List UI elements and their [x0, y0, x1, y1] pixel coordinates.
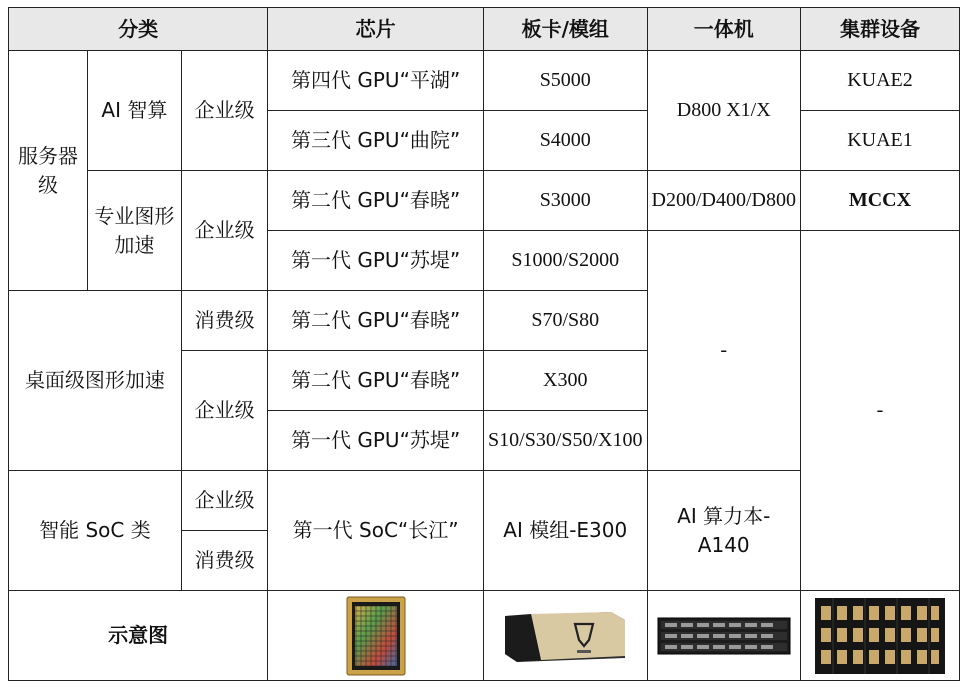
board-cell: S3000 [484, 171, 647, 231]
cluster-cell: KUAE1 [800, 111, 959, 171]
chip-cell: 第二代 GPU“春晓” [268, 291, 484, 351]
product-table-wrapper [8, 7, 960, 681]
cluster-cell-dash: - [800, 231, 959, 591]
header-chip: 芯片 [268, 8, 484, 51]
board-cell: S5000 [484, 51, 647, 111]
header-category: 分类 [9, 8, 268, 51]
allinone-cell-dash: - [647, 231, 800, 471]
tier-consumer: 消费级 [181, 531, 267, 591]
tier-enterprise: 企业级 [181, 351, 267, 471]
gpu-card-icon [484, 591, 647, 681]
row-label-schematic: 示意图 [9, 591, 268, 681]
row-label-pro-graphics: 专业图形加速 [87, 171, 181, 291]
chip-cell: 第二代 GPU“春晓” [268, 351, 484, 411]
table-row [9, 51, 960, 111]
table-row [9, 171, 960, 231]
board-cell: X300 [484, 351, 647, 411]
chip-cell: 第二代 GPU“春晓” [268, 171, 484, 231]
board-cell: AI 模组-E300 [484, 471, 647, 591]
board-cell: S70/S80 [484, 291, 647, 351]
tier-enterprise: 企业级 [181, 171, 267, 291]
rack-server-icon [647, 591, 800, 681]
row-label-soc: 智能 SoC 类 [9, 471, 182, 591]
board-cell: S1000/S2000 [484, 231, 647, 291]
tier-enterprise: 企业级 [181, 51, 267, 171]
product-matrix-table [8, 7, 960, 681]
header-board: 板卡/模组 [484, 8, 647, 51]
tier-enterprise: 企业级 [181, 471, 267, 531]
board-cell: S10/S30/S50/X100 [484, 411, 647, 471]
allinone-cell: D800 X1/X [647, 51, 800, 171]
header-allinone: 一体机 [647, 8, 800, 51]
tier-consumer: 消费级 [181, 291, 267, 351]
chip-cell: 第四代 GPU“平湖” [268, 51, 484, 111]
cluster-cell: MCCX [800, 171, 959, 231]
header-row [9, 8, 960, 51]
chip-cell: 第一代 SoC“长江” [268, 471, 484, 591]
gpu-chip-icon [268, 591, 484, 681]
allinone-cell: AI 算力本-A140 [647, 471, 800, 591]
row-label-server-level: 服务器级 [9, 51, 88, 291]
board-cell: S4000 [484, 111, 647, 171]
server-cluster-icon [800, 591, 959, 681]
cluster-cell: KUAE2 [800, 51, 959, 111]
header-cluster: 集群设备 [800, 8, 959, 51]
chip-cell: 第三代 GPU“曲院” [268, 111, 484, 171]
chip-cell: 第一代 GPU“苏堤” [268, 411, 484, 471]
row-label-ai-compute: AI 智算 [87, 51, 181, 171]
chip-cell: 第一代 GPU“苏堤” [268, 231, 484, 291]
allinone-cell: D200/D400/D800 [647, 171, 800, 231]
schematic-row [9, 591, 960, 681]
row-label-desktop: 桌面级图形加速 [9, 291, 182, 471]
